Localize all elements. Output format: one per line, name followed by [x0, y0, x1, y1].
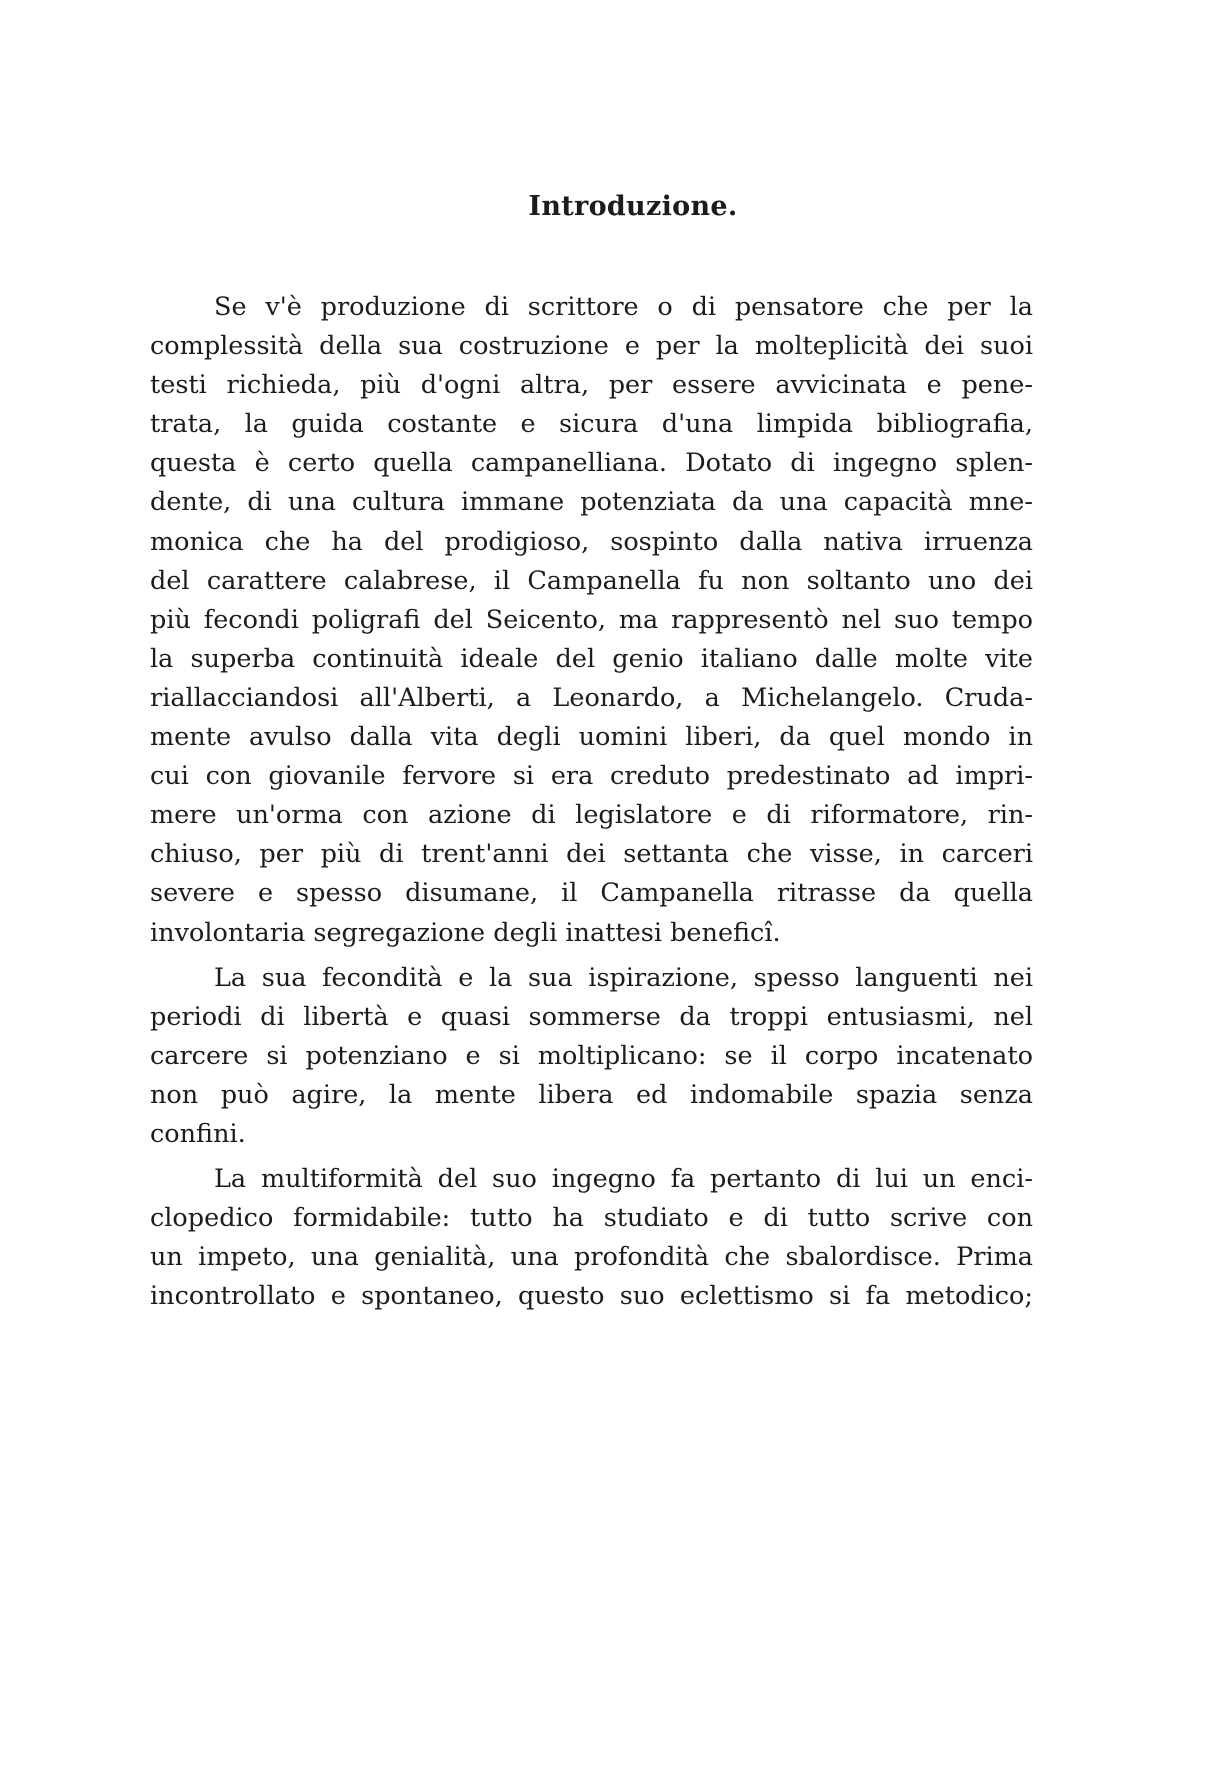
text-line: trata, la guida costante e sicura d'una limpida bibliografia, — [150, 409, 1033, 440]
paragraph-3 — [150, 1160, 1033, 1316]
text-line: La sua fecondità e la sua ispirazione, spesso languenti nei — [214, 962, 1033, 993]
text-line: incontrollato e spontaneo, questo suo eclettismo si fa metodico; — [150, 1281, 1033, 1312]
paragraph-2 — [150, 959, 1033, 1154]
text-line: testi richieda, più d'ogni altra, per essere avvicinata e pene- — [150, 370, 1033, 401]
text-line: del carattere calabrese, il Campanella fu non soltanto uno dei — [150, 565, 1033, 596]
page-title: Introduzione. — [528, 191, 738, 222]
text-line: monica che ha del prodigioso, sospinto dalla nativa irruenza — [150, 526, 1033, 557]
text-line: carcere si potenziano e si moltiplicano: se il corpo incatenato — [150, 1040, 1033, 1071]
text-line: involontaria segregazione degli inattesi beneficî. — [150, 917, 781, 948]
text-line: dente, di una cultura immane potenziata da una capacità mne- — [150, 487, 1033, 518]
text-line: riallacciandosi all'Alberti, a Leonardo, a Michelangelo. Cruda- — [150, 682, 1033, 713]
paragraph-1 — [150, 288, 1033, 953]
text-line: Se v'è produzione di scrittore o di pensatore che per la — [214, 292, 1033, 322]
body-text — [150, 288, 1033, 1316]
text-line: la superba continuità ideale del genio italiano dalle molte vite — [150, 643, 1033, 674]
text-line: cui con giovanile fervore si era creduto predestinato ad impri- — [150, 761, 1033, 792]
text-line: più fecondi poligrafi del Seicento, ma rappresentò nel suo tempo — [150, 604, 1033, 635]
text-line: mente avulso dalla vita degli uomini liberi, da quel mondo in — [150, 722, 1033, 753]
text-line: severe e spesso disumane, il Campanella ritrasse da quella — [150, 878, 1033, 909]
text-line: un impeto, una genialità, una profondità che sbalordisce. Prima — [150, 1242, 1033, 1273]
text-line: mere un'orma con azione di legislatore e di riformatore, rin- — [150, 800, 1033, 831]
text-line: La multiformità del suo ingegno fa pertanto di lui un enci- — [214, 1164, 1033, 1195]
text-line: questa è certo quella campanelliana. Dotato di ingegno splen- — [150, 448, 1033, 479]
text-line: periodi di libertà e quasi sommerse da troppi entusiasmi, nel — [150, 1001, 1033, 1032]
text-line: confini. — [150, 1118, 246, 1149]
text-line: clopedico formidabile: tutto ha studiato e di tutto scrive con — [150, 1203, 1033, 1234]
text-line: complessità della sua costruzione e per la molteplicità dei suoi — [150, 331, 1033, 362]
text-line: chiuso, per più di trent'anni dei settanta che visse, in carceri — [150, 839, 1033, 870]
text-line: non può agire, la mente libera ed indomabile spazia senza — [150, 1079, 1033, 1110]
